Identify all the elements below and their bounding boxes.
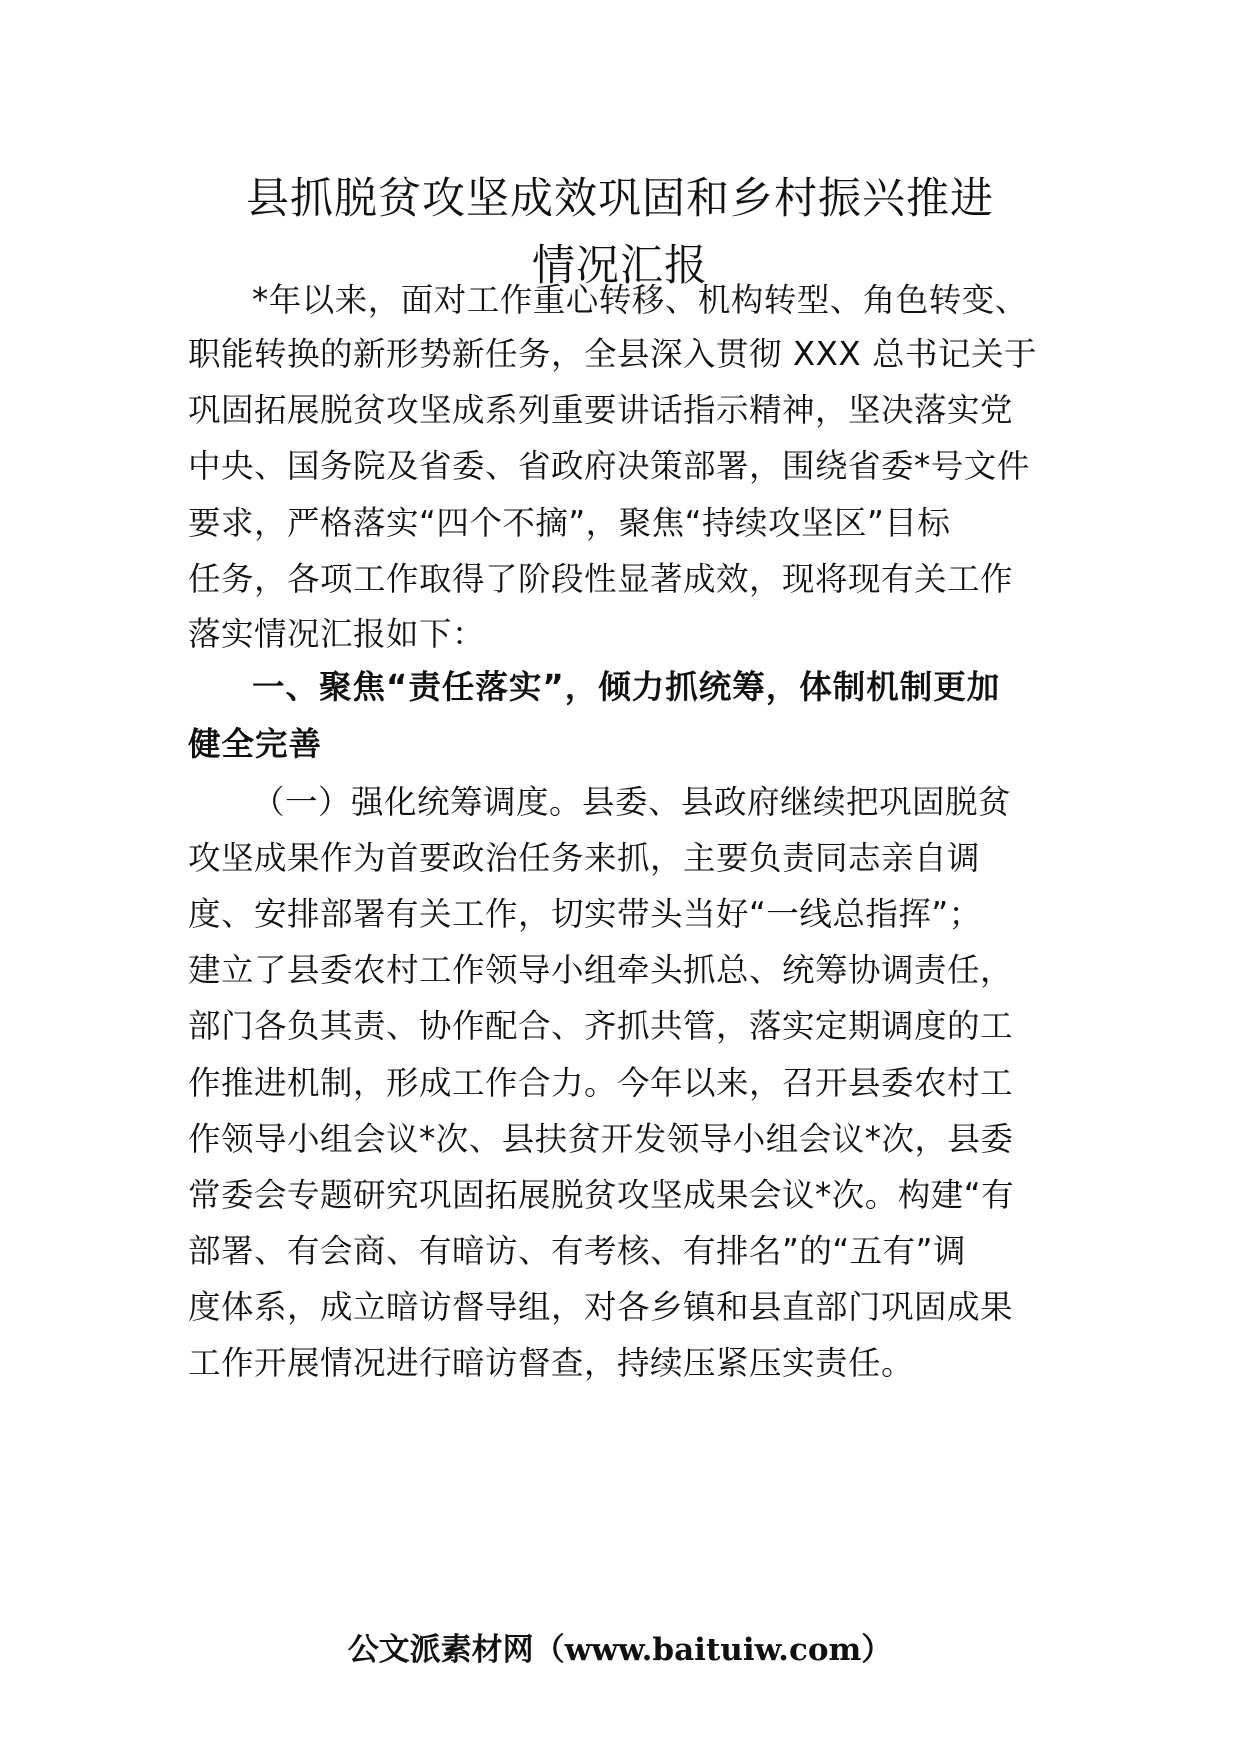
paragraph-line: 作领导小组会议*次、县扶贫开发领导小组会议*次，县委 (188, 1120, 1014, 1158)
paragraph-line: 巩固拓展脱贫攻坚成系列重要讲话指示精神，坚决落实党 (188, 391, 1014, 429)
paragraph-line: 要求，严格落实“四个不摘”，聚焦“持续攻坚区”目标 (188, 504, 951, 542)
paragraph-line: 部署、有会商、有暗访、有考核、有排名”的“五有”调 (188, 1232, 967, 1270)
paragraph-line: *年以来，面对工作重心转移、机构转型、角色转变、 (252, 281, 1028, 319)
paragraph-line: 职能转换的新形势新任务，全县深入贯彻 XXX 总书记关于 (188, 335, 1037, 373)
paragraph-line: （一）强化统筹调度。县委、县政府继续把巩固脱贫 (252, 783, 1012, 821)
paragraph-line: 度体系，成立暗访督导组，对各乡镇和县直部门巩固成果 (188, 1288, 1014, 1326)
paragraph-line: 攻坚成果作为首要政治任务来抓，主要负责同志亲自调 (188, 839, 981, 877)
paragraph-line: 任务，各项工作取得了阶段性显著成效，现将现有关工作 (188, 560, 1014, 598)
paragraph-line: 作推进机制，形成工作合力。今年以来，召开县委农村工 (188, 1064, 1014, 1102)
footer-source: 公文派素材网（www.baituiw.com） (347, 1632, 893, 1668)
paragraph-line: 度、安排部署有关工作，切实带头当好“一线总指挥”； (188, 895, 982, 933)
document-title-line-1: 县抓脱贫攻坚成效巩固和乡村振兴推进 (246, 174, 994, 224)
section-heading-line: 健全完善 (188, 725, 323, 763)
paragraph-line: 中央、国务院及省委、省政府决策部署，围绕省委*号文件 (188, 447, 1030, 485)
document-title-line-2: 情况汇报 (532, 241, 708, 291)
paragraph-line: 落实情况汇报如下： (188, 615, 486, 653)
paragraph-line: 建立了县委农村工作领导小组牵头抓总、统筹协调责任， (188, 951, 1014, 989)
paragraph-line: 常委会专题研究巩固拓展脱贫攻坚成果会议*次。构建“有 (188, 1176, 1015, 1214)
section-heading-line: 一、聚焦“责任落实”，倾力抓统筹，体制机制更加 (252, 668, 1001, 706)
paragraph-line: 工作开展情况进行暗访督查，持续压紧压实责任。 (188, 1344, 915, 1382)
paragraph-line: 部门各负其责、协作配合、齐抓共管，落实定期调度的工 (188, 1007, 1014, 1045)
